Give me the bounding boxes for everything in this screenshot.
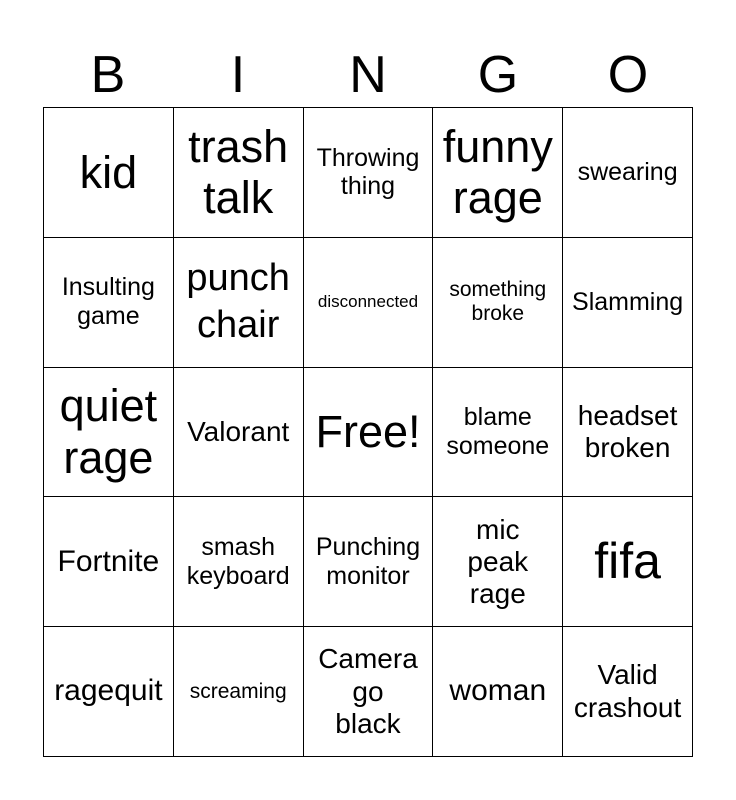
bingo-cell-text: Punching monitor (315, 533, 421, 590)
bingo-cell (44, 627, 174, 757)
bingo-cell (433, 108, 563, 238)
bingo-cell-text: Free! (315, 406, 421, 458)
bingo-cell-text: blame someone (446, 403, 550, 460)
bingo-cell (44, 368, 174, 498)
bingo-cell (563, 368, 693, 498)
bingo-cell-text: Valorant (187, 415, 290, 447)
bingo-cell-text: Throwing thing (316, 143, 420, 201)
bingo-cell (433, 497, 563, 627)
bingo-cell-text: woman (449, 674, 547, 708)
header-letter-n: N (349, 46, 387, 104)
bingo-card-grid (43, 107, 693, 757)
bingo-cell-text: punch chair (186, 256, 290, 347)
bingo-cell (44, 108, 174, 238)
bingo-cell-text: kid (79, 146, 138, 198)
bingo-cell (304, 627, 434, 757)
bingo-cell-text: quiet rage (59, 380, 158, 483)
bingo-cell (563, 108, 693, 238)
bingo-cell-text: Slamming (572, 287, 684, 316)
bingo-cell-text: Valid crashout (573, 659, 682, 723)
bingo-cell-text: funny rage (442, 120, 553, 224)
bingo-cell (174, 627, 304, 757)
bingo-cell-text: smash keyboard (186, 533, 290, 590)
bingo-cell-text: something broke (449, 278, 547, 326)
bingo-cell-text: disconnected (317, 292, 419, 312)
bingo-cell-text: fifa (594, 533, 661, 590)
header-letter-o: O (607, 46, 649, 104)
bingo-cell-text: Camera go black (318, 643, 418, 739)
bingo-cell-text: headset broken (577, 399, 678, 463)
bingo-cell (433, 368, 563, 498)
bingo-cell (174, 108, 304, 238)
bingo-free-space (304, 368, 434, 498)
bingo-cell (563, 627, 693, 757)
header-letter-i: I (230, 46, 246, 104)
bingo-cell (433, 238, 563, 368)
bingo-cell-text: mic peak rage (467, 513, 529, 609)
bingo-cell-text: screaming (189, 679, 287, 703)
bingo-cell (304, 238, 434, 368)
bingo-cell-text: swearing (577, 158, 678, 187)
bingo-cell (304, 108, 434, 238)
bingo-cell (563, 497, 693, 627)
bingo-cell-text: ragequit (54, 674, 163, 708)
bingo-cell (174, 368, 304, 498)
header-letter-b: B (90, 46, 126, 104)
bingo-cell (433, 627, 563, 757)
bingo-cell (304, 497, 434, 627)
bingo-header (43, 42, 693, 108)
bingo-cell (44, 497, 174, 627)
bingo-cell-text: trash talk (188, 120, 289, 224)
header-letter-g: G (477, 46, 519, 104)
bingo-cell-text: Insulting game (61, 273, 155, 331)
bingo-cell (174, 238, 304, 368)
bingo-cell (44, 238, 174, 368)
bingo-cell (174, 497, 304, 627)
bingo-cell (563, 238, 693, 368)
bingo-cell-text: Fortnite (57, 544, 160, 578)
